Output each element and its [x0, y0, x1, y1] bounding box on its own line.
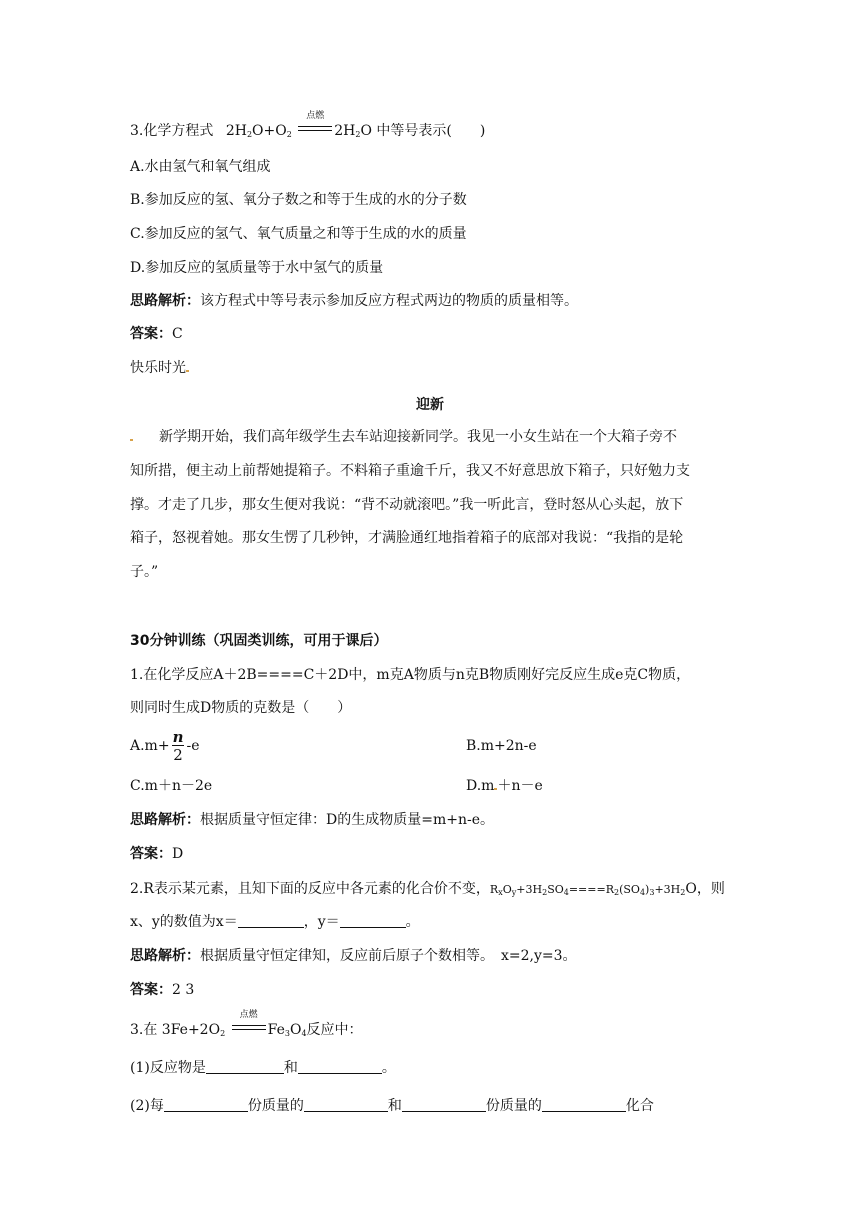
q1-answer: 答案：D — [130, 846, 184, 862]
q3-analysis: 思路解析：该方程式中等号表示参加反应方程式两边的物质的质量相等。 — [130, 293, 578, 309]
q2-answer: 答案：2 3 — [130, 982, 195, 998]
answer-blank-x[interactable] — [238, 913, 304, 928]
q3-option-c: C.参加反应的氢气、氧气质量之和等于生成的水的质量 — [130, 226, 467, 242]
story-line-5: 子。” — [130, 564, 159, 580]
section-title: 30分钟训练（巩固类训练，可用于课后） — [130, 633, 388, 649]
q1-analysis: 思路解析：根据质量守恒定律：D的生成物质量=m+n-e。 — [130, 812, 494, 828]
q3-answer: 答案：C — [130, 326, 183, 342]
answer-blank-substance-2[interactable] — [542, 1097, 626, 1112]
answer-blank-reactant-2[interactable] — [298, 1059, 382, 1074]
q1-option-b: B.m+2n-e — [466, 738, 537, 754]
q1-option-c: C.m＋n－2e — [130, 778, 213, 794]
story-title: 迎新 — [416, 397, 444, 413]
answer-blank-substance-1[interactable] — [304, 1097, 388, 1112]
q2-stem-line-1: 2.R表示某元素，且知下面的反应中各元素的化合价不变，$R_xO_y+3H_2SO_4====R_2(SO_4)_3+3H_2O$，则 — [130, 881, 725, 897]
answer-blank-mass-2[interactable] — [402, 1097, 486, 1112]
q3b-part-1: (1)反应物是 和 。 — [130, 1060, 396, 1076]
q1-stem-line-1: 1.在化学反应A＋2B====C＋2D中，m克A物质与n克B物质刚好完反应生成e克C物质， — [130, 667, 691, 683]
q1-option-d: D.m ＋n－e — [466, 778, 543, 794]
story-line-1: 新学期开始，我们高年级学生去车站迎接新同学。我见一小女生站在一个大箱子旁不 — [130, 427, 677, 447]
q2-stem-line-2: x、y的数值为x＝ ，y＝ 。 — [130, 914, 420, 930]
story-line-3: 撑。才走了几步，那女生便对我说：“背不动就滚吧。”我一听此言，登时怒从心头起，放下 — [130, 497, 684, 513]
equals-sign-with-condition: 点燃 — [232, 1024, 266, 1032]
q3b-stem: 3.在 $3Fe+2O_2$ 点燃 $Fe_3O_4$反应中： — [130, 1010, 363, 1038]
story-line-4: 箱子，怒视着她。那女生愣了几秒钟，才满脸通红地指着箱子的底部对我说：“我指的是轮 — [130, 530, 684, 546]
answer-blank-reactant-1[interactable] — [206, 1059, 284, 1074]
marker-dot-icon — [186, 370, 189, 372]
q3b-part-2: (2)每 份质量的 和 份质量的 化合 — [130, 1098, 654, 1114]
happy-time-heading: 快乐时光 — [130, 358, 189, 378]
answer-blank-mass-1[interactable] — [164, 1097, 248, 1112]
marker-dot-icon — [130, 439, 133, 441]
q3-option-a: A.水由氢气和氧气组成 — [130, 159, 271, 175]
story-line-2: 知所措，便主动上前帮她提箱子。不料箱子重逾千斤，我又不好意思放下箱子，只好勉力支 — [130, 463, 690, 479]
reaction-formula: $R_xO_y+3H_2SO_4====R_2(SO_4)_3+3H_2$ — [489, 883, 686, 897]
q3-option-d: D.参加反应的氢质量等于水中氢气的质量 — [130, 260, 384, 276]
equals-sign-with-condition: 点燃 — [298, 125, 332, 133]
q1-option-a: A.m+ $\frac{n}{2}$ -e — [130, 727, 200, 764]
q1-stem-line-2: 则同时生成D物质的克数是（ ） — [130, 700, 352, 716]
q3-stem: 3.化学方程式 $2H_2O+O_2$ 点燃 $2H_2O$ 中等号表示( ) — [130, 111, 486, 139]
q2-analysis: 思路解析：根据质量守恒定律知，反应前后原子个数相等。 x=2,y=3。 — [130, 948, 577, 964]
fraction: $\frac{n}{2}$ — [172, 727, 184, 764]
answer-blank-y[interactable] — [340, 913, 406, 928]
q3-option-b: B.参加反应的氢、氧分子数之和等于生成的水的分子数 — [130, 192, 467, 208]
